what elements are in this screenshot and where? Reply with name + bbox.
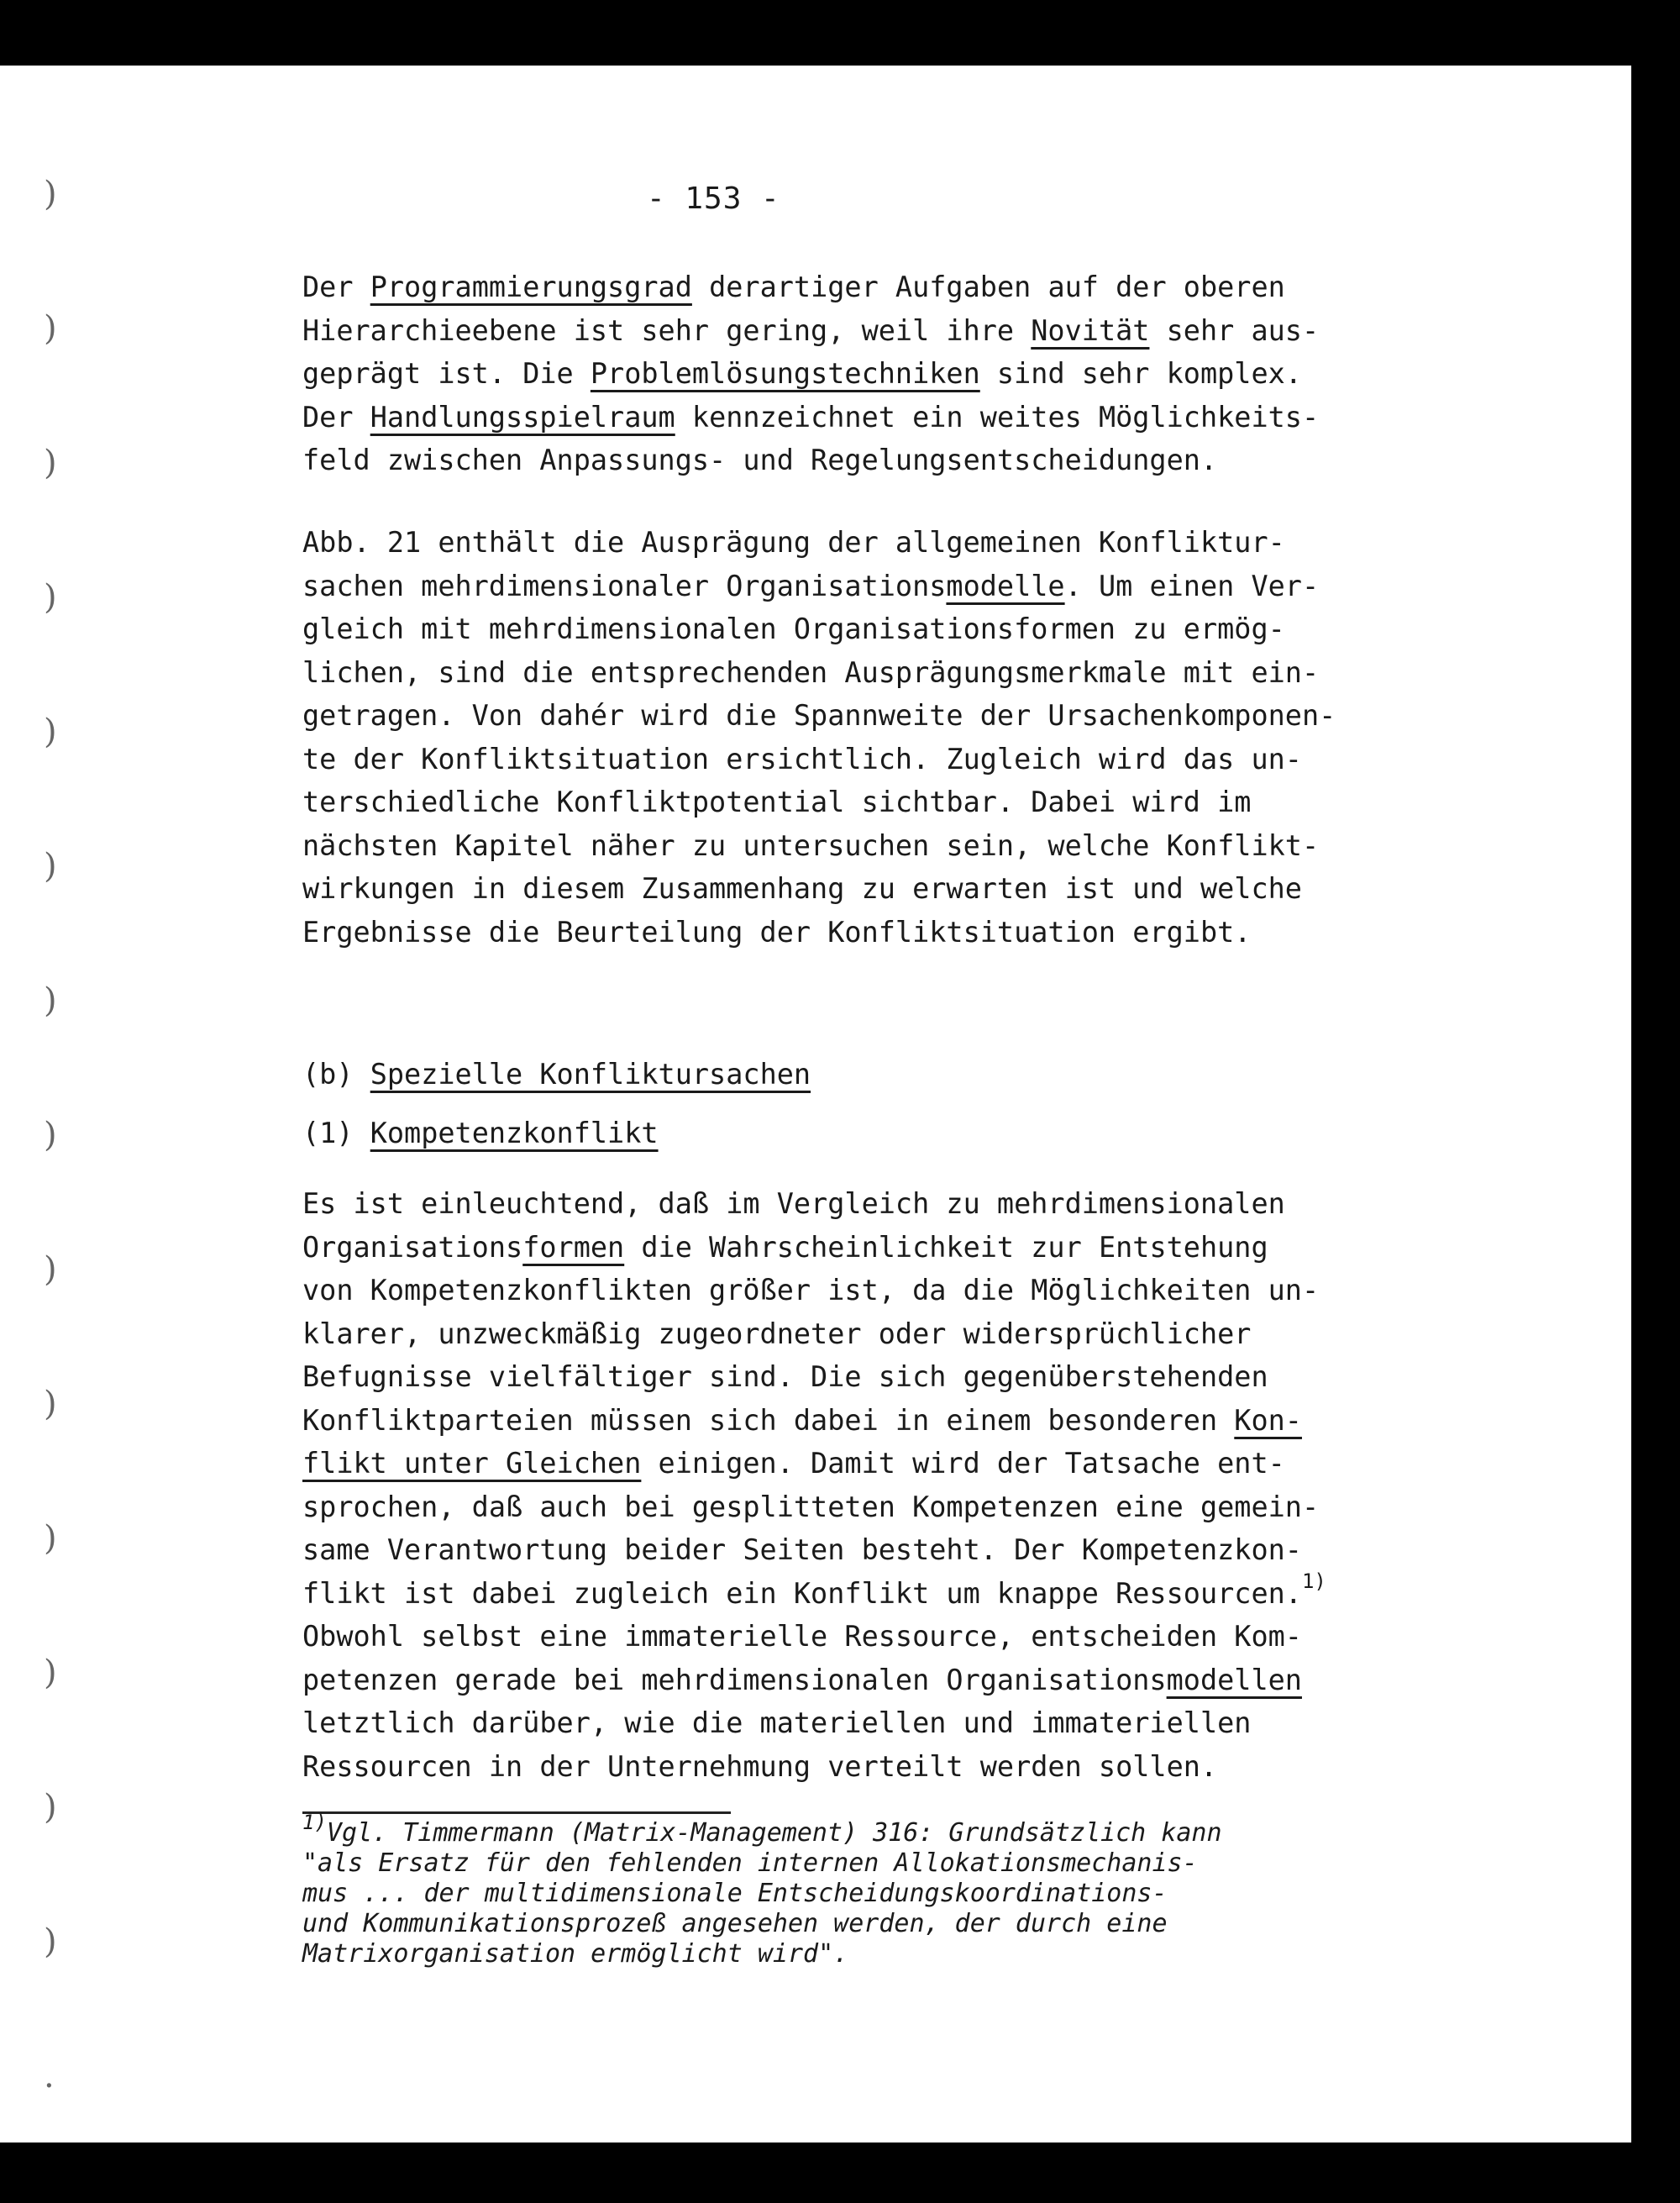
text-line: terschiedliche Konfliktpotential sichtbar. Dabei wird im — [302, 786, 1252, 818]
text-line: die Wahrscheinlichkeit zur Entstehung — [624, 1230, 1268, 1264]
text-line: von Kompetenzkonflikten größer ist, da die Möglichkeiten un- — [302, 1274, 1320, 1307]
text-line: sehr aus- — [1149, 313, 1320, 347]
underlined-term: flikt unter Gleichen — [302, 1447, 642, 1480]
text-line: Der — [302, 400, 370, 434]
footnote — [302, 1811, 1411, 1969]
text-line: Es ist einleuchtend, daß im Vergleich zu mehrdimensionalen — [302, 1187, 1285, 1220]
heading-title: Spezielle Konfliktursachen — [370, 1058, 811, 1091]
text-line: lichen, sind die entsprechenden Ausprägungsmerkmale mit ein- — [302, 655, 1320, 689]
text-line: te der Konfliktsituation ersichtlich. Zugleich wird das un- — [302, 742, 1302, 776]
paragraph-1 — [302, 266, 1394, 482]
text-line: Abb. 21 enthält die Ausprägung der allgemeinen Konfliktur- — [302, 526, 1285, 559]
text-line: Der — [302, 271, 370, 303]
text-line: nächsten Kapitel näher zu untersuchen sein, welche Konflikt- — [302, 828, 1320, 862]
text-line: geprägt ist. Die — [302, 357, 591, 390]
text-line: getragen. Von dahér wird die Spannweite der Ursachenkomponen- — [302, 699, 1336, 732]
underlined-term: Problemlösungstechniken — [590, 357, 980, 390]
underlined-term: formen — [522, 1230, 625, 1264]
text-line: einigen. Damit wird der Tatsache ent- — [641, 1447, 1285, 1480]
text-line: sachen mehrdimensionaler Organisations — [302, 569, 947, 602]
text-line: feld zwischen Anpassungs- und Regelungsentscheidungen. — [302, 444, 1218, 476]
text-line: derartiger Aufgaben auf der oberen — [691, 271, 1285, 303]
footnote-reference: 1) — [1301, 1569, 1326, 1593]
document-page: ) ) ) ) ) ) ) ) ) ) ) ) ) ) . - 153 - Der Programmierungsgrad derartiger Aufgaben auf der oberen Hierarchieebene ist sehr gering, weil ihre Novität sehr aus- geprägt ist. Die Problemlösungstechniken sind sehr komplex. Der Handlungsspielraum kennzeichnet ein weites Möglichkeits- feld zwischen Anpassungs- und Regelungsentscheidungen. Abb. 21 enthält die Ausprägung der allgemeinen Konfliktur- sachen mehrdimensionaler Organisationsmodelle. Um einen Ver- gleich mit mehrdimensionalen Organisationsformen zu ermög- lichen, sind die entsprechenden Ausprägungsmerkmale mit ein- getragen. Von dahér wird die Spannweite der Ursachenkomponen- te der Konfliktsituation ersichtlich. Zugleich wird das un- terschiedliche Konfliktpotential sichtbar. Dabei wird im nächsten Kapitel näher zu untersuchen sein, welche Konflikt- wirkungen in diesem Zusammenhang zu erwarten ist und welche Ergebnisse die Beurteilung der Konfliktsituation ergibt. (b) Spezielle Konfliktursachen (1) Kompetenzkonflikt Es ist einleuchtend, daß im Vergleich zu mehrdimensionalen Organisationsformen die Wahrscheinlichkeit zur Entstehung von Kompetenzkonflikten größer ist, da die Möglichkeiten un- klarer, unzweckmäßig zugeordneter oder widersprüchlicher Befugnisse vielfältiger sind. Die sich gegenüberstehenden Konfliktparteien müssen sich dabei in einem besonderen Kon- flikt unter Gleichen einigen. Damit wird der Tatsache ent- sprochen, daß auch bei gesplitteten Kompetenzen eine gemein- same Verantwortung beider Seiten besteht. Der Kompetenzkon- flikt ist dabei zugleich ein Konflikt um knappe Ressourcen.$^{1)}$ Obwohl selbst eine immaterielle Ressource, entscheiden Kom- petenzen gerade bei mehrdimensionalen Organisationsmodellen letztlich darüber, wie die materiellen und immateriellen Ressourcen in der Unternehmung verteilt werden sollen. $^{1)}$Vgl. Timmermann (Matrix-Management) 316: Grundsätzlich kann "als Ersatz für den fehlenden internen Allokationsmechanis- mus ... der multidimensionale Entscheidungskoordinations- und Kommunikationsprozeß angesehen werden, der durch eine Matrixorganisation ermöglicht wird". — [0, 66, 1631, 2143]
underlined-term: Handlungsspielraum — [370, 400, 675, 434]
underlined-term: Novität — [1031, 313, 1150, 347]
text-line: sprochen, daß auch bei gesplitteten Kompetenzen eine gemein- — [302, 1490, 1320, 1523]
footnote-line: Matrixorganisation ermöglicht wird". — [302, 1939, 849, 1969]
text-line: Organisations — [302, 1230, 523, 1264]
text-line: kennzeichnet ein weites Möglichkeits- — [675, 400, 1320, 434]
footnote-line: "als Ersatz für den fehlenden internen Allokationsmechanis- — [302, 1848, 1198, 1878]
text-line: wirkungen in diesem Zusammenhang zu erwarten ist und welche — [302, 872, 1302, 905]
text-line: . Um einen Ver- — [1064, 569, 1320, 602]
section-heading-1 — [302, 1112, 659, 1155]
heading-number: (b) — [302, 1058, 370, 1091]
heading-title: Kompetenzkonflikt — [370, 1117, 659, 1149]
text-line: gleich mit mehrdimensionalen Organisationsformen zu ermög- — [302, 613, 1285, 645]
text-line: Befugnisse vielfältiger sind. Die sich gegenüberstehenden — [302, 1360, 1268, 1393]
paragraph-3 — [302, 1182, 1394, 1788]
footnote-line: und Kommunikationsprozeß angesehen werden, der durch eine — [302, 1909, 1168, 1938]
section-heading-b — [302, 1053, 811, 1096]
page-number: - 153 - — [647, 181, 780, 216]
paragraph-2 — [302, 521, 1394, 954]
text-line: flikt ist dabei zugleich ein Konflikt um knappe Ressourcen. — [302, 1576, 1302, 1610]
text-line: letztlich darüber, wie die materiellen und immateriellen — [302, 1706, 1252, 1739]
heading-number: (1) — [302, 1117, 370, 1149]
text-line: Ergebnisse die Beurteilung der Konfliktsituation ergibt. — [302, 915, 1252, 949]
text-line: same Verantwortung beider Seiten besteht. Der Kompetenzkon- — [302, 1533, 1302, 1566]
underlined-term: Kon- — [1234, 1403, 1302, 1437]
text-line: klarer, unzweckmäßig zugeordneter oder widersprüchlicher — [302, 1317, 1252, 1350]
footnote-line: mus ... der multidimensionale Entscheidungskoordinations- — [302, 1879, 1168, 1908]
text-line: Hierarchieebene ist sehr gering, weil ihre — [302, 313, 1032, 347]
underlined-term: Programmierungsgrad — [370, 271, 692, 303]
underlined-term: modelle — [946, 569, 1065, 602]
footnote-divider — [302, 1811, 731, 1814]
underlined-term: modellen — [1166, 1663, 1302, 1696]
text-line: petenzen gerade bei mehrdimensionalen Organisations — [302, 1663, 1167, 1696]
text-line: Ressourcen in der Unternehmung verteilt werden sollen. — [302, 1749, 1218, 1783]
footnote-line: Vgl. Timmermann (Matrix-Management) 316: Grundsätzlich kann — [326, 1818, 1222, 1848]
text-line: Obwohl selbst eine immaterielle Ressource, entscheiden Kom- — [302, 1620, 1302, 1653]
text-line: Konfliktparteien müssen sich dabei in einem besonderen — [302, 1403, 1235, 1437]
footnote-marker: 1) — [302, 1811, 327, 1834]
text-line: sind sehr komplex. — [979, 357, 1302, 390]
